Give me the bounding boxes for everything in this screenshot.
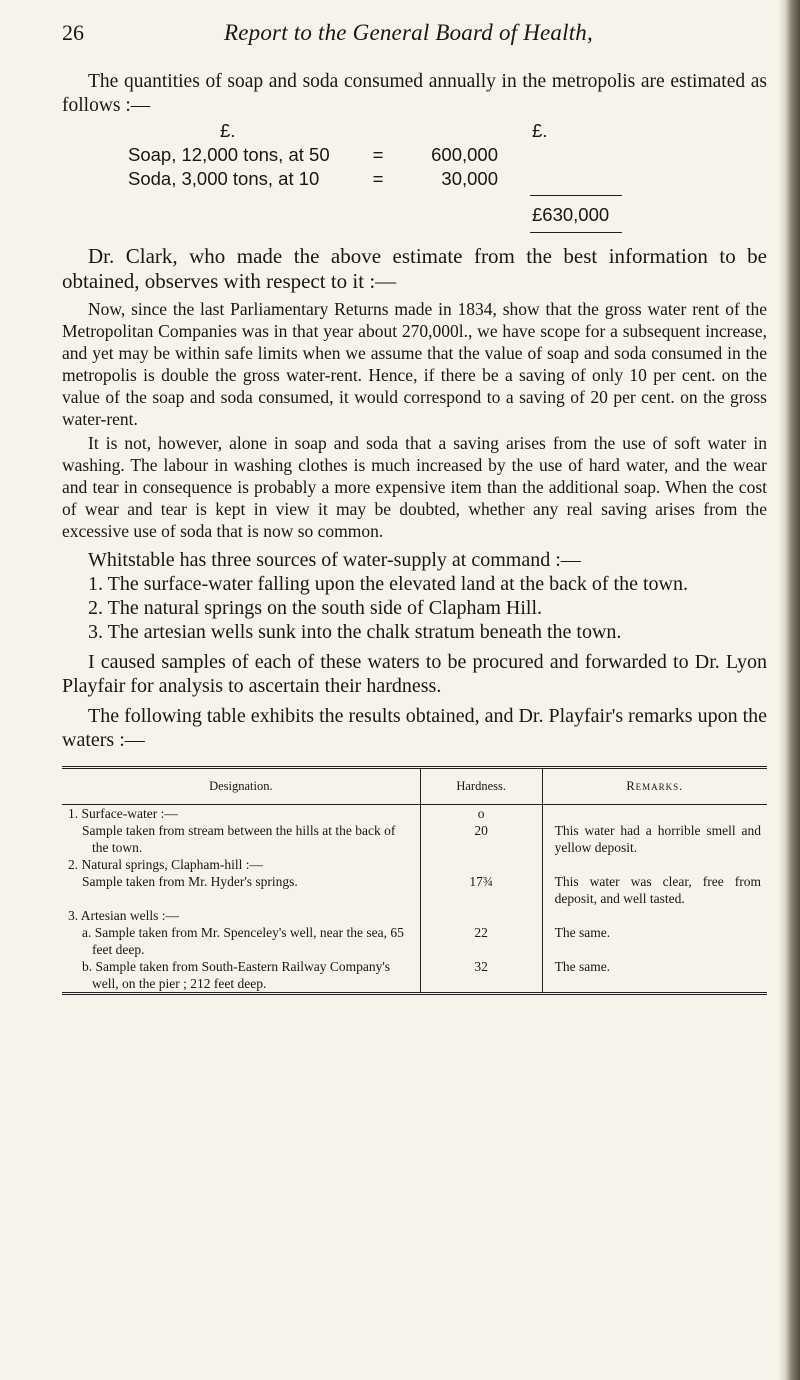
remarks-cell: This water had a horrible smell and yellow deposit. [554, 823, 761, 855]
remarks-cell: The same. [554, 959, 611, 974]
water-source-item: 3. The artesian wells sunk into the chalk stratum beneath the town. [88, 621, 622, 643]
estimate-amount: 30,000 [441, 168, 498, 189]
designation-cell: Sample taken from stream between the hills at the back of the town. [82, 823, 396, 855]
total-rule-top [530, 195, 622, 196]
total-rule-bottom [530, 232, 622, 233]
page-header [62, 20, 767, 60]
quote-paragraph: It is not, however, alone in soap and soda that a saving arises from the use of soft water in washing. The labour in washing clothes is much increased by the use of hard water, and the wear and tear in consequence is probably a more expensive item than the additional soap. When the cost of wear and tear is kept in view it may be doubted, whether any real saving arises from the excessive use of soda that is now so common. [62, 433, 767, 541]
currency-heading-left: £. [220, 120, 236, 141]
estimate-equals: = [372, 144, 384, 165]
samples-paragraph: I caused samples of each of these waters to be procured and forwarded to Dr. Lyon Playfair for analysis to ascertain their hardness. [62, 651, 767, 697]
document-page [62, 20, 767, 995]
hardness-cell: 32 [420, 958, 542, 994]
estimate-item: Soda, 3,000 tons, at 10 [128, 168, 320, 189]
table-row [62, 924, 767, 958]
table-row [62, 958, 767, 994]
table-row [62, 822, 767, 856]
table-row [62, 856, 767, 873]
estimate-item: Soap, 12,000 tons, at 50 [128, 144, 330, 165]
water-sources-list [62, 572, 767, 644]
book-binding-edge [778, 0, 800, 1380]
table-header-row [62, 768, 767, 805]
table-row [62, 907, 767, 924]
clark-paragraph: Dr. Clark, who made the above estimate from the best information to be obtained, observes with respect to it :— [62, 244, 767, 293]
designation-cell: a. Sample taken from Mr. Spenceley's well, near the sea, 65 feet deep. [82, 925, 404, 957]
estimate-amount: 600,000 [431, 144, 498, 165]
category-surface-water: 1. Surface-water :— [68, 806, 178, 821]
table-row [62, 805, 767, 823]
category-natural-springs: 2. Natural springs, Clapham-hill :— [68, 857, 263, 872]
intro-paragraph: The quantities of soap and soda consumed annually in the metropolis are estimated as follows :— [62, 71, 767, 116]
header-remarks: Remarks. [542, 768, 767, 805]
designation-cell: Sample taken from Mr. Hyder's springs. [82, 874, 298, 889]
remarks-cell: The same. [554, 925, 611, 940]
hardness-cell: 17¾ [420, 873, 542, 907]
category-artesian-wells: 3. Artesian wells :— [68, 908, 179, 923]
degree-symbol: o [420, 805, 542, 823]
estimate-row-soda [128, 168, 498, 190]
estimate-row-soap [128, 144, 498, 166]
quote-paragraph: Now, since the last Parliamentary Returns made in 1834, show that the gross water rent of the Metropolitan Companies was in that year about 270,000l., we have scope for a subsequent increase, and yet may be within safe limits when we assume that the value of soap and soda consumed in the metropolis is double the gross water-rent. Hence, if there be a saving of only 10 per cent. on the value of the soap and soda consumed, it would correspond to a saving of 20 per cent. on the gross water-rent. [62, 299, 767, 429]
water-source-item: 1. The surface-water falling upon the elevated land at the back of the town. [88, 573, 688, 595]
estimate-total: £630,000 [532, 204, 610, 225]
remarks-cell: This water was clear, free from deposit, and well tasted. [554, 874, 761, 906]
running-title: Report to the General Board of Health, [224, 20, 593, 45]
hardness-results-table [62, 766, 767, 995]
page-number: 26 [62, 20, 84, 45]
whitstable-intro: Whitstable has three sources of water-supply at command :— [88, 549, 581, 571]
water-source-item: 2. The natural springs on the south side of Clapham Hill. [88, 597, 543, 619]
hardness-cell: 22 [420, 924, 542, 958]
currency-heading-right: £. [532, 120, 548, 141]
header-designation: Designation. [62, 768, 420, 805]
table-row [62, 873, 767, 907]
table-intro: The following table exhibits the results obtained, and Dr. Playfair's remarks upon the waters :— [62, 705, 768, 751]
estimate-equals: = [372, 168, 384, 189]
designation-cell: b. Sample taken from South-Eastern Railway Company's well, on the pier ; 212 feet deep. [82, 959, 391, 991]
soap-soda-estimate [62, 120, 767, 238]
header-hardness: Hardness. [420, 768, 542, 805]
hardness-cell: 20 [420, 822, 542, 856]
